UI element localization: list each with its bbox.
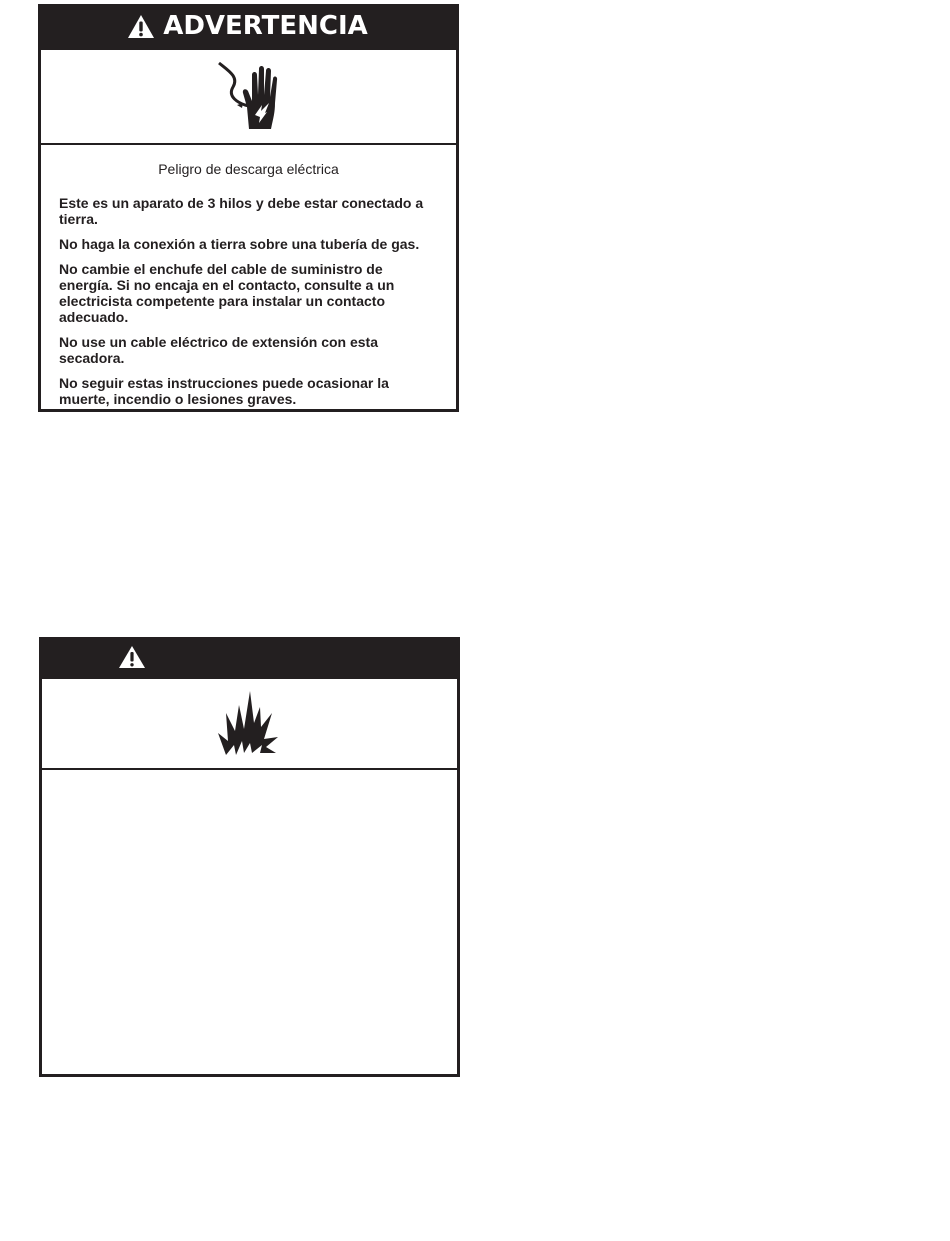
warning-triangle-icon xyxy=(127,14,155,39)
explosion-warning xyxy=(39,637,460,1077)
warning-triangle-icon xyxy=(118,645,146,669)
hazard-symbol-panel xyxy=(42,677,457,768)
warning-header xyxy=(39,637,460,677)
hazard-text-panel xyxy=(42,768,457,1071)
instruction-item: No seguir estas instrucciones puede ocasionar la muerte, incendio o lesiones graves. xyxy=(59,375,389,407)
instruction-item: No cambie el enchufe del cable de suministro de energía. Si no encaja en el contacto, consulte a un electricista competente para instalar un contacto adecuado. xyxy=(59,261,395,325)
electrical-shock-hand-icon xyxy=(209,57,289,137)
instruction-item: No use un cable eléctrico de extensión con esta secadora. xyxy=(59,334,378,366)
hazard-text-panel xyxy=(41,143,456,407)
instruction-list xyxy=(41,195,456,407)
instruction-item: Este es un aparato de 3 hilos y debe estar conectado a tierra. xyxy=(59,195,424,227)
electrical-shock-warning xyxy=(38,4,459,412)
signal-word: ADVERTENCIA xyxy=(163,11,368,41)
warning-header xyxy=(38,4,459,48)
hazard-symbol-panel xyxy=(41,48,456,143)
hazard-title: Peligro de descarga eléctrica xyxy=(158,161,339,177)
instruction-item: No haga la conexión a tierra sobre una tubería de gas. xyxy=(59,236,420,252)
explosion-icon xyxy=(206,687,286,761)
